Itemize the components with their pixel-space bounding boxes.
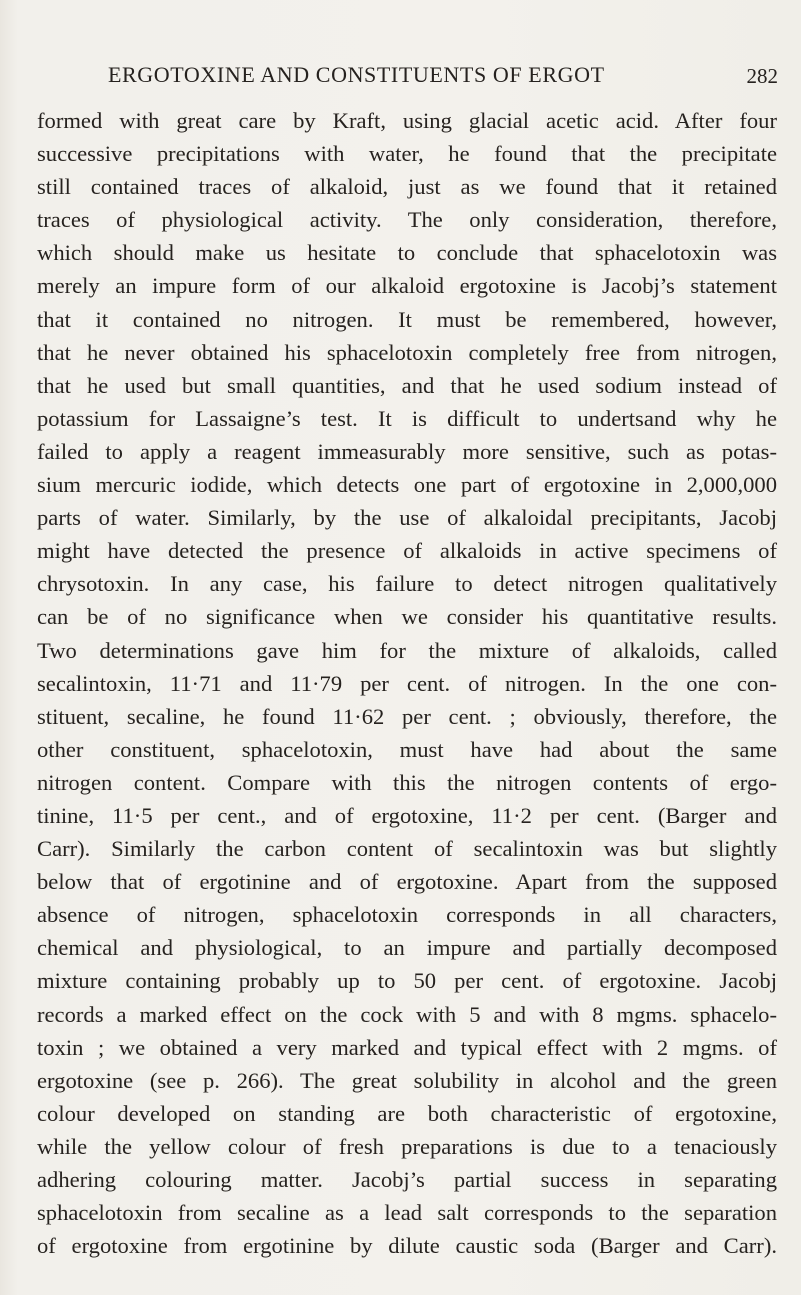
text-line: that he used but small quantities, and that he used sodium instead of xyxy=(37,372,777,398)
text-line: sium mercuric iodide, which detects one part of ergotoxine in 2,000,000 xyxy=(37,472,777,498)
text-line: which should make us hesitate to conclude that sphacelotoxin was xyxy=(37,240,777,266)
text-line: records a marked effect on the cock with 5 and with 8 mgms. sphacelo- xyxy=(37,1001,777,1027)
text-line: Two determinations gave him for the mixture of alkaloids, called xyxy=(37,637,777,663)
text-line: that he never obtained his sphacelotoxin completely free from nitrogen, xyxy=(37,339,777,365)
text-line: absence of nitrogen, sphacelotoxin corresponds in all characters, xyxy=(37,902,777,928)
running-head xyxy=(108,62,778,92)
text-line: chemical and physiological, to an impure and partially decomposed xyxy=(37,935,777,961)
text-line: might have detected the presence of alkaloids in active specimens of xyxy=(37,538,777,564)
text-line: of ergotoxine from ergotinine by dilute caustic soda (Barger and Carr). xyxy=(37,1233,777,1259)
text-line: still contained traces of alkaloid, just as we found that it retained xyxy=(37,174,777,200)
text-line: while the yellow colour of fresh preparations is due to a tenaciously xyxy=(37,1133,777,1159)
text-line: can be of no significance when we consider his quantitative results. xyxy=(37,604,777,630)
body-paragraph xyxy=(37,104,777,1262)
text-line: Carr). Similarly the carbon content of secalintoxin was but slightly xyxy=(37,836,777,862)
text-line: other constituent, sphacelotoxin, must have had about the same xyxy=(37,736,777,762)
text-line: tinine, 11·5 per cent., and of ergotoxine, 11·2 per cent. (Barger and xyxy=(37,802,777,828)
text-line: chrysotoxin. In any case, his failure to detect nitrogen qualitatively xyxy=(37,571,777,597)
text-line: colour developed on standing are both characteristic of ergotoxine, xyxy=(37,1100,777,1126)
text-line: stituent, secaline, he found 11·62 per cent. ; obviously, therefore, the xyxy=(37,703,777,729)
text-line: nitrogen content. Compare with this the nitrogen contents of ergo- xyxy=(37,769,777,795)
text-line: mixture containing probably up to 50 per cent. of ergotoxine. Jacobj xyxy=(37,968,777,994)
text-line: formed with great care by Kraft, using glacial acetic acid. After four xyxy=(37,108,777,133)
text-line: secalintoxin, 11·71 and 11·79 per cent. of nitrogen. In the one con- xyxy=(37,670,777,696)
text-line: toxin ; we obtained a very marked and typical effect with 2 mgms. of xyxy=(37,1034,777,1060)
text-line: adhering colouring matter. Jacobj’s partial success in separating xyxy=(37,1167,777,1192)
text-line: successive precipitations with water, he found that the precipitate xyxy=(37,141,777,167)
running-title: ERGOTOXINE AND CONSTITUENTS OF ERGOT xyxy=(108,62,605,87)
text-line: below that of ergotinine and of ergotoxine. Apart from the supposed xyxy=(37,869,777,895)
text-line: failed to apply a reagent immeasurably more sensitive, such as potas- xyxy=(37,438,777,464)
text-line: sphacelotoxin from secaline as a lead salt corresponds to the separation xyxy=(37,1200,777,1226)
text-line: potassium for Lassaigne’s test. It is difficult to undertsand why he xyxy=(37,405,777,431)
text-line: merely an impure form of our alkaloid ergotoxine is Jacobj’s statement xyxy=(37,273,777,299)
text-line: traces of physiological activity. The only consideration, therefore, xyxy=(37,207,777,233)
text-line: ergotoxine (see p. 266). The great solubility in alcohol and the green xyxy=(37,1067,777,1093)
page-number: 282 xyxy=(746,64,778,88)
text-line: that it contained no nitrogen. It must be remembered, however, xyxy=(37,306,777,332)
text-line: parts of water. Similarly, by the use of alkaloidal precipitants, Jacobj xyxy=(37,505,777,531)
